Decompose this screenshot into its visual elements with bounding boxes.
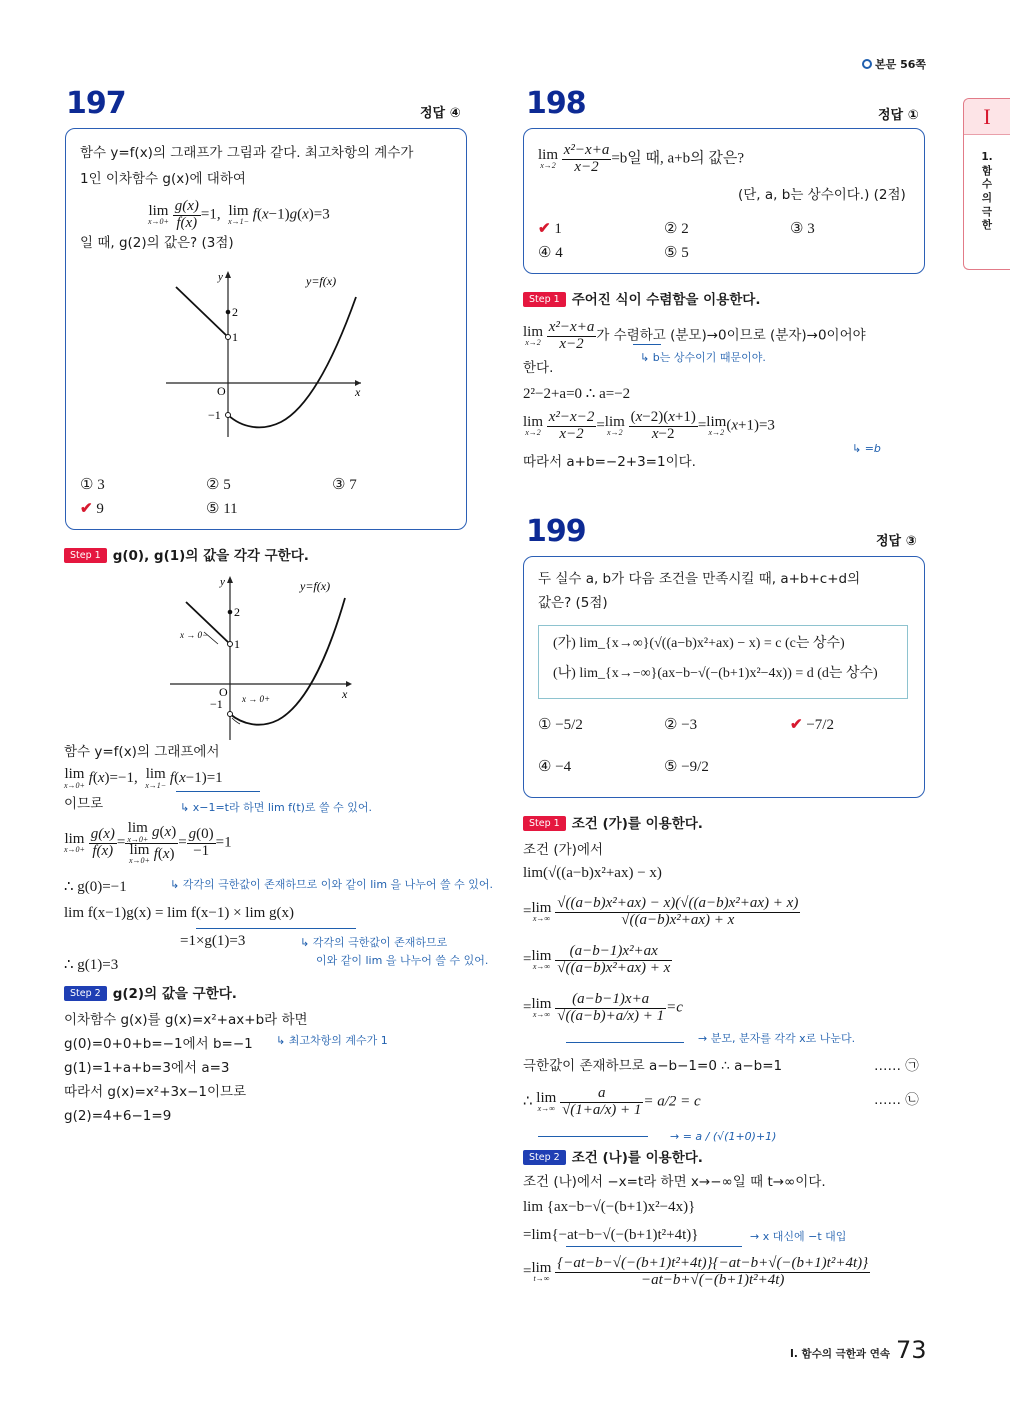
- choice-2[interactable]: ② 5: [206, 477, 231, 493]
- choice-4[interactable]: ④ 4: [538, 245, 563, 261]
- conditions-box: [538, 625, 908, 699]
- reference-label: 본문 56쪽: [875, 58, 927, 71]
- svg-text:y=f(x): y=f(x): [300, 579, 331, 593]
- checkmark-icon: ✔: [80, 501, 93, 517]
- svg-text:2: 2: [234, 605, 240, 619]
- solution-line: g(1)=1+a+b=3에서 a=3: [64, 1060, 230, 1076]
- choice-1-selected[interactable]: ✔ 1: [538, 221, 562, 237]
- annotation-note: ↳ 각각의 극한값이 존재하므로 이와 같이 lim 을 나누어 쓸 수 있어.: [170, 878, 494, 891]
- solution-line: lim {ax−b−√(−(b+1)x²−4x)}: [523, 1199, 696, 1215]
- problem-number: 197: [66, 86, 126, 121]
- solution-line: g(2)=4+6−1=9: [64, 1108, 172, 1124]
- solution-line: =lim x→∞ $\frac{\text{(a−b−1)x²+ax}}{\text{√((a−b)x²+ax) + x}}$: [523, 943, 671, 976]
- solution-line: lim x→2 $\frac{\text{x²−x+a}}{x-2}$ 가 수렴하고 (분모)→0이므로 (분자)→0이어야: [523, 319, 866, 352]
- problem-number: 198: [526, 86, 586, 121]
- annotation-note: → = a / (√(1+0)+1): [670, 1130, 777, 1143]
- svg-text:2: 2: [232, 305, 238, 319]
- step-badge: Step 1: [523, 816, 566, 831]
- solution-line: ∴ lim x→∞ $\frac{a}{√(1+a/x) + 1}$ = a/2 = c: [523, 1085, 701, 1118]
- choice-2[interactable]: ② 2: [664, 221, 689, 237]
- solution-line: ∴ g(0)=−1: [64, 879, 127, 895]
- solution-line: lim x→2 $\frac{\text{x²−x−2}}{x-2}$ =lim x→2 $\frac{(x-2)(x+1)}{x-2}$ =lim x→2 (x+1)=3: [523, 409, 775, 442]
- question-box: [65, 128, 467, 530]
- question-condition: (단, a, b는 상수이다.) (2점): [738, 187, 906, 203]
- solution-line: 조건 (나)에서 −x=t라 하면 x→−∞일 때 t→∞이다.: [523, 1174, 826, 1190]
- question-box: [523, 556, 925, 798]
- question-line-2: 1인 이차함수 g(x)에 대하여: [80, 171, 246, 187]
- solution-line: g(0)=0+0+b=−1에서 b=−1: [64, 1036, 253, 1052]
- annotation-note: ↳ b는 상수이기 때문이야.: [640, 351, 766, 364]
- equation-tag: …… ㉡: [874, 1092, 919, 1108]
- circle-bullet-icon: [862, 59, 872, 69]
- step-heading: Step 2 g(2)의 값을 구한다.: [64, 986, 237, 1002]
- answer-tag: 정답 ④: [420, 106, 461, 121]
- solution-line: 함수 y=f(x)의 그래프에서: [64, 744, 220, 760]
- choice-3-selected[interactable]: ✔ −7/2: [790, 717, 834, 733]
- solution-graph: [160, 572, 360, 742]
- question-line-1: 함수 y=f(x)의 그래프가 그림과 같다. 최고차항의 계수가: [80, 145, 414, 161]
- condition-ga: (가) lim_{x→∞}(√((a−b)x²+ax) − x) = c (c는 상수): [553, 636, 845, 651]
- solution-line: =1×g(1)=3: [180, 933, 246, 949]
- solution-line: 2²−2+a=0 ∴ a=−2: [523, 386, 631, 402]
- question-line-1: lim x→2 $\frac{\text{x²−x+a}}{x-2}$ =b일 때, a+b의 값은?: [538, 142, 745, 175]
- solution-line: 한다.: [523, 360, 554, 376]
- step-heading: Step 1 주어진 식이 수렴함을 이용한다.: [523, 292, 760, 308]
- question-line-3: 일 때, g(2)의 값은? (3점): [80, 235, 234, 251]
- choice-3[interactable]: ③ 3: [790, 221, 815, 237]
- solution-limits: lim x→0+ f(x)=−1, lim x→1− f(x−1)=1: [64, 766, 223, 790]
- question-box: [523, 128, 925, 274]
- problem-number: 199: [526, 514, 586, 549]
- checkmark-icon: ✔: [538, 221, 551, 237]
- svg-text:y: y: [220, 576, 225, 588]
- choice-5[interactable]: ⑤ −9/2: [664, 759, 709, 775]
- solution-line: ∴ g(1)=3: [64, 957, 119, 973]
- solution-line: =lim x→∞ $\frac{\text{√((a−b)x²+ax) − x)(√((a−b)x²+ax) + x)}}{\text{√((a−b)x²+ax) + x}}$: [523, 895, 799, 928]
- annotation-note: ↳ 각각의 극한값이 존재하므로: [300, 936, 448, 949]
- choice-5[interactable]: ⑤ 5: [664, 245, 689, 261]
- equation-tag: …… ㉠: [874, 1058, 919, 1074]
- annotation-note: → x 대신에 −t 대입: [750, 1230, 847, 1243]
- svg-text:−1: −1: [208, 408, 221, 422]
- step-badge: Step 1: [523, 292, 566, 307]
- condition-na: (나) lim_{x→−∞}(ax−b−√(−(b+1)x²−4x)) = d (d는 상수): [553, 666, 878, 681]
- footer-chapter-label: I. 함수의 극한과 연속: [790, 1348, 891, 1360]
- step-badge: Step 2: [64, 986, 107, 1001]
- annotation-note: ↳ 최고차항의 계수가 1: [276, 1034, 388, 1047]
- page-reference: [862, 56, 926, 72]
- svg-text:O: O: [217, 384, 226, 398]
- step-badge: Step 2: [523, 1150, 566, 1165]
- solution-line: lim f(x−1)g(x) = lim f(x−1) × lim g(x): [64, 905, 295, 921]
- annotation-note: ↳ =b: [852, 442, 881, 455]
- solution-line: 조건 (가)에서: [523, 842, 604, 858]
- svg-text:−1: −1: [210, 697, 223, 711]
- question-line-2: 값은? (5점): [538, 595, 608, 611]
- step-badge: Step 1: [64, 548, 107, 563]
- choice-4[interactable]: ④ −4: [538, 759, 572, 775]
- svg-text:x: x: [342, 687, 348, 701]
- answer-tag: 정답 ①: [878, 108, 919, 123]
- solution-line: 이므로: [64, 796, 104, 812]
- svg-text:x → 0−: x → 0−: [180, 630, 209, 640]
- chapter-roman-numeral: I: [964, 99, 1010, 135]
- choice-1[interactable]: ① −5/2: [538, 717, 583, 733]
- choice-1[interactable]: ① 3: [80, 477, 105, 493]
- step-heading: Step 1 g(0), g(1)의 값을 각각 구한다.: [64, 548, 309, 564]
- page-number: 73: [896, 1336, 927, 1364]
- svg-text:y: y: [218, 271, 223, 283]
- question-condition: lim x→0+ $\frac{g(x)}{f(x)}$ =1, lim x→1− f(x−1)g(x)=3: [148, 198, 330, 231]
- solution-line: lim(√((a−b)x²+ax) − x): [523, 865, 662, 881]
- solution-line: 극한값이 존재하므로 a−b−1=0 ∴ a−b=1: [523, 1058, 783, 1074]
- solution-equation: lim x→0+ $\frac{g(x)}{f(x)}$ = lim x→0+ g(x) lim x→0+ f(x) = $\frac{g(0)}{-1}$ =1: [64, 820, 232, 866]
- solution-line: =lim t→∞ $\frac{\text{\{−at−b−√(−(b+1)t²+4t)\}\{−at−b+√(−(b+1)t²+4t)\}}}{\text{−at−b+√(−(b+1)t²+4t)}}$: [523, 1255, 869, 1288]
- checkmark-icon: ✔: [790, 717, 803, 733]
- svg-text:1: 1: [232, 330, 238, 344]
- svg-text:O: O: [219, 685, 228, 699]
- solution-line: 따라서 g(x)=x²+3x−1이므로: [64, 1084, 247, 1100]
- step-heading: Step 1 조건 (가)를 이용한다.: [523, 816, 703, 832]
- svg-text:x: x: [355, 385, 361, 399]
- chapter-side-tab[interactable]: [963, 98, 1010, 270]
- choice-2[interactable]: ② −3: [664, 717, 698, 733]
- svg-text:x → 0+: x → 0+: [242, 694, 271, 704]
- annotation-note: → 분모, 분자를 각각 x로 나눈다.: [698, 1032, 856, 1045]
- svg-text:1: 1: [234, 637, 240, 651]
- question-line-1: 두 실수 a, b가 다음 조건을 만족시킬 때, a+b+c+d의: [538, 571, 861, 587]
- solution-line: 따라서 a+b=−2+3=1이다.: [523, 454, 696, 470]
- solution-line: =lim x→∞ $\frac{(a-b-1)x+a}{√((a-b)+a/x) + 1}$ =c: [523, 991, 683, 1024]
- answer-tag: 정답 ③: [876, 534, 917, 549]
- step-heading: Step 2 조건 (나)를 이용한다.: [523, 1150, 703, 1166]
- annotation-note: ↳ x−1=t라 하면 lim f(t)로 쓸 수 있어.: [180, 801, 373, 814]
- choice-5[interactable]: ⑤ 11: [206, 501, 238, 517]
- choice-4-selected[interactable]: ✔ 9: [80, 501, 104, 517]
- function-graph: [166, 267, 366, 437]
- choice-3[interactable]: ③ 7: [332, 477, 357, 493]
- svg-text:y=f(x): y=f(x): [306, 274, 337, 288]
- solution-line: 이차함수 g(x)를 g(x)=x²+ax+b라 하면: [64, 1012, 308, 1028]
- annotation-note: 이와 같이 lim 을 나누어 쓸 수 있어.: [316, 954, 489, 967]
- section-label: 1. 함수의 극한: [981, 151, 993, 232]
- solution-line: =lim{−at−b−√(−(b+1)t²+4t)}: [523, 1227, 699, 1243]
